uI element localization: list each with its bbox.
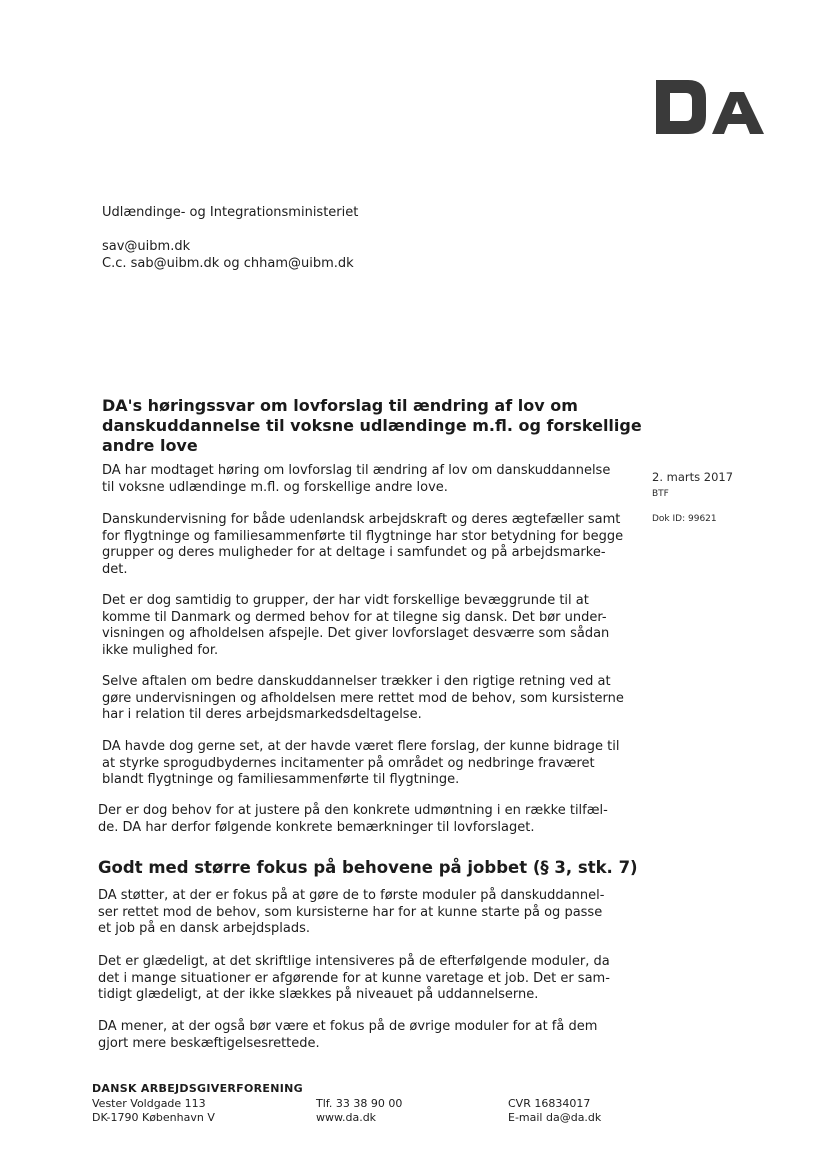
text-line: at styrke sprogudbydernes incitamenter på området og nedbringe fraværet xyxy=(102,755,595,771)
title-line: danskuddannelse til voksne udlændinge m.fl. og forskellige xyxy=(102,416,642,435)
text-line: for flygtninge og familiesammenførte til flygtninge har stor betydning for begge xyxy=(102,528,624,544)
footer-city: DK-1790 København V xyxy=(92,1111,215,1124)
text-line: gjort mere beskæftigelsesrettede. xyxy=(98,1035,320,1051)
text-line: gøre undervisningen og afholdelsen mere rettet mod de behov, som kursisterne xyxy=(102,690,624,706)
text-line: Selve aftalen om bedre danskuddannelser trækker i den rigtige retning ved at xyxy=(102,674,611,689)
paragraph-5 xyxy=(102,739,642,789)
recipient-block xyxy=(102,204,358,272)
footer-address xyxy=(92,1097,215,1125)
text-line: et job på en dansk arbejdsplads. xyxy=(98,921,310,936)
footer-registry xyxy=(508,1097,601,1125)
title-line: andre love xyxy=(102,436,198,455)
document-initials: BTF xyxy=(652,489,669,499)
paragraph-1 xyxy=(102,463,642,496)
text-line: ikke mulighed for. xyxy=(102,642,219,658)
footer-organization: DANSK ARBEJDSGIVERFORENING xyxy=(92,1082,303,1095)
document-title xyxy=(102,396,652,456)
logo-d-shape xyxy=(656,80,706,134)
footer-phone: Tlf. 33 38 90 00 xyxy=(316,1097,403,1110)
text-line: Det er glædeligt, at det skriftlige intensiveres på de efterfølgende moduler, da xyxy=(98,954,610,969)
text-line: tidigt glædeligt, at der ikke slækkes på niveauet på uddannelserne. xyxy=(98,987,539,1002)
section-paragraph-2 xyxy=(98,954,638,1004)
text-line: DA havde dog gerne set, at der havde været flere forslag, der kunne bidrage til xyxy=(102,739,620,754)
text-line: ser rettet mod de behov, som kursisterne har for at kunne starte på og passe xyxy=(98,904,603,920)
text-line: DA støtter, at der er fokus på at gøre de to første moduler på danskuddannel- xyxy=(98,888,605,903)
footer-cvr: CVR 16834017 xyxy=(508,1097,591,1110)
text-line: Det er dog samtidig to grupper, der har vidt forskellige bevæggrunde til at xyxy=(102,593,589,608)
logo-a-shape xyxy=(712,92,764,134)
footer-web[interactable]: www.da.dk xyxy=(316,1111,377,1124)
text-line: har i relation til deres arbejdsmarkedsdeltagelse. xyxy=(102,707,422,722)
text-line: Der er dog behov for at justere på den konkrete udmøntning i en række tilfæl- xyxy=(98,803,608,818)
recipient-cc: C.c. sab@uibm.dk og chham@uibm.dk xyxy=(102,256,354,271)
text-line: DA har modtaget høring om lovforslag til ændring af lov om danskuddannelse xyxy=(102,463,611,478)
text-line: de. DA har derfor følgende konkrete bemærkninger til lovforslaget. xyxy=(98,819,535,835)
recipient-name: Udlændinge- og Integrationsministeriet xyxy=(102,205,359,220)
text-line: blandt flygtninge og familiesammenførte til flygtninge. xyxy=(102,772,460,787)
text-line: det. xyxy=(102,561,128,577)
title-line: DA's høringssvar om lovforslag til ændring af lov om xyxy=(102,396,578,415)
text-line: det i mange situationer er afgørende for at kunne varetage et job. Det er sam- xyxy=(98,970,610,986)
section-heading: Godt med større fokus på behovene på jobbet (§ 3, stk. 7) xyxy=(98,858,638,877)
paragraph-4 xyxy=(102,674,642,724)
footer-street: Vester Voldgade 113 xyxy=(92,1097,206,1110)
text-line: komme til Danmark og dermed behov for at tilegne sig dansk. Det bør under- xyxy=(102,609,607,625)
section-paragraph-3 xyxy=(98,1019,638,1052)
footer-contact xyxy=(316,1097,402,1125)
text-line: Danskundervisning for både udenlandsk arbejdskraft og deres ægtefæller samt xyxy=(102,512,621,527)
da-logo xyxy=(654,76,766,138)
document-id: Dok ID: 99621 xyxy=(652,514,717,524)
text-line: til voksne udlændinge m.fl. og forskellige andre love. xyxy=(102,479,448,495)
section-paragraph-1 xyxy=(98,888,638,938)
paragraph-2 xyxy=(102,512,642,578)
text-line: visningen og afholdelsen afspejle. Det giver lovforslaget desværre som sådan xyxy=(102,626,610,641)
paragraph-6 xyxy=(98,803,638,836)
text-line: DA mener, at der også bør være et fokus på de øvrige moduler for at få dem xyxy=(98,1019,598,1034)
footer-email[interactable]: E-mail da@da.dk xyxy=(508,1111,602,1124)
paragraph-3 xyxy=(102,593,642,659)
document-date: 2. marts 2017 xyxy=(652,470,734,484)
text-line: grupper og deres muligheder for at deltage i samfundet og på arbejdsmarke- xyxy=(102,545,606,560)
recipient-email: sav@uibm.dk xyxy=(102,239,191,254)
